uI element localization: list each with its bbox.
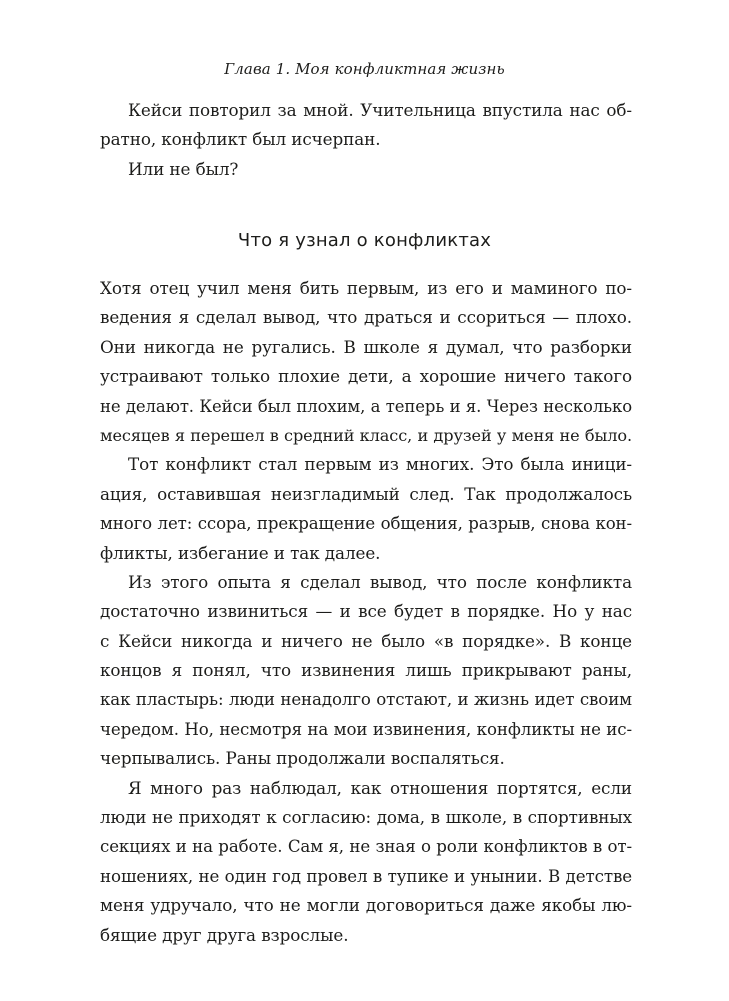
paragraph-line: Хотя отец учил меня бить первым, из его и маминого по- [100, 278, 632, 298]
paragraph-line: Тот конфликт стал первым из многих. Это была иници- [128, 454, 632, 475]
paragraph-line: ация, оставившая неизгладимый след. Так продолжалось [100, 483, 632, 504]
paragraph-line: ведения я сделал вывод, что драться и ссориться — плохо. [100, 307, 632, 328]
intro-paragraphs [100, 96, 632, 184]
paragraph-line: много лет: ссора, прекращение общения, разрыв, снова кон- [100, 514, 632, 534]
paragraph-line: не делают. Кейси был плохим, а теперь и я. Через несколько [100, 396, 632, 416]
paragraph-line: достаточно извиниться — и все будет в порядке. Но у нас [100, 601, 632, 622]
paragraph-line: Я много раз наблюдал, как отношения портятся, если [128, 777, 632, 798]
paragraph-line: как пластырь: люди ненадолго отстают, и жизнь идет своим [100, 690, 632, 710]
paragraph-line: концов я понял, что извинения лишь прикрывают раны, [100, 660, 632, 681]
paragraph-line: секциях и на работе. Сам я, не зная о роли конфликтов в от- [100, 837, 632, 857]
paragraph-line: ношениях, не один год провел в тупике и унынии. В детстве [100, 866, 632, 886]
intro-line: Кейси повторил за мной. Учительница впустила нас об- [128, 100, 632, 120]
paragraph-line: устраивают только плохие дети, а хорошие ничего такого [100, 366, 632, 387]
paragraph-line: меня удручало, что не могли договориться даже якобы лю- [100, 895, 632, 916]
paragraph-line: Из этого опыта я сделал вывод, что после конфликта [128, 571, 632, 592]
paragraph-line: черпывались. Раны продолжали воспаляться. [100, 748, 505, 769]
paragraph-line: фликты, избегание и так далее. [100, 542, 381, 563]
intro-line: Или не был? [128, 158, 239, 179]
running-head: Глава 1. Моя конфликтная жизнь [224, 60, 505, 78]
paragraph-line: с Кейси никогда и ничего не было «в порядке». В конце [100, 630, 632, 651]
paragraph-line: люди не приходят к согласию: дома, в школе, в спортивных [100, 807, 632, 828]
paragraph-line: Они никогда не ругались. В школе я думал, что разборки [100, 336, 632, 357]
paragraph-line: бящие друг друга взрослые. [100, 924, 349, 945]
paragraph-line: месяцев я перешел в средний класс, и друзей у меня не было. [100, 425, 632, 445]
body-text [100, 274, 632, 950]
intro-line: ратно, конфликт был исчерпан. [100, 129, 381, 150]
paragraph-line: чередом. Но, несмотря на мои извинения, конфликты не ис- [100, 719, 632, 739]
section-heading: Что я узнал о конфликтах [237, 230, 492, 251]
